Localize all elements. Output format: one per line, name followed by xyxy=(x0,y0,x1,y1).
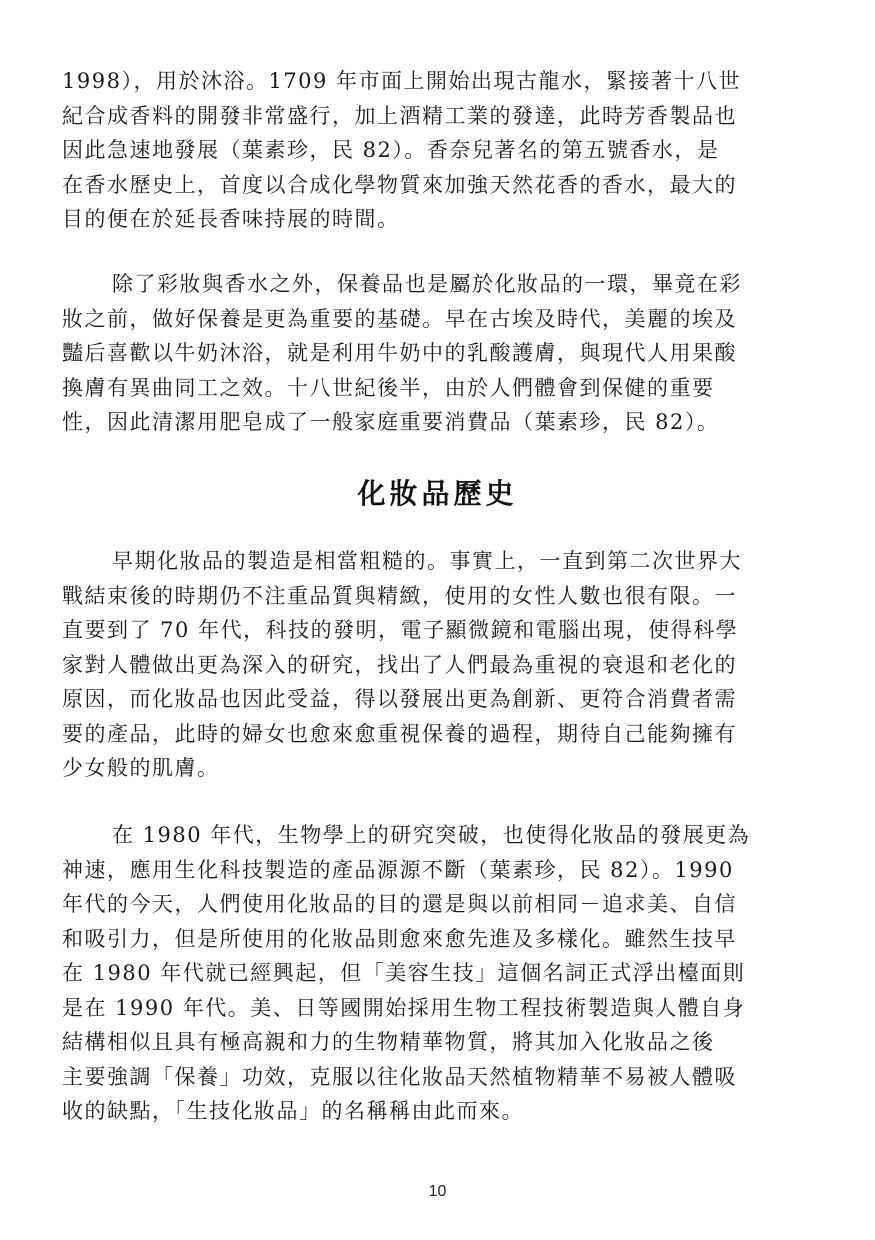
paragraph-early-cosmetics xyxy=(62,544,812,786)
text-line: 收的缺點，「生技化妝品」的名稱稱由此而來。 xyxy=(62,1099,524,1123)
text-line: 紀合成香料的開發非常盛行，加上酒精工業的發達，此時芳香製品也 xyxy=(62,103,737,128)
text-line: 家對人體做出更為深入的研究，找出了人們最為重視的衰退和老化的 xyxy=(62,652,737,677)
text-line: 神速，應用生化科技製造的產品源源不斷（葉素珍，民 82）。1990 xyxy=(62,857,734,882)
text-line: 結構相似且具有極高親和力的生物精華物質，將其加入化妝品之後 xyxy=(62,1030,715,1054)
text-line: 少女般的肌膚。 xyxy=(62,756,220,780)
text-line: 豔后喜歡以牛奶沐浴，就是利用牛奶中的乳酸護膚，與現代人用果酸 xyxy=(62,341,737,365)
text-line: 妝之前，做好保養是更為重要的基礎。早在古埃及時代，美麗的埃及 xyxy=(62,306,737,331)
text-line: 換膚有異曲同工之效。十八世紀後半，由於人們體會到保健的重要 xyxy=(62,375,715,400)
text-line: 年代的今天，人們使用化妝品的目的還是與以前相同－追求美、自信 xyxy=(62,892,737,916)
paragraph-fragrance-history xyxy=(62,64,812,237)
text-line: 戰結束後的時期仍不注重品質與精緻，使用的女性人數也很有限。一 xyxy=(62,583,737,608)
text-line: 1998），用於沐浴。1709 年市面上開始出現古龍水，緊接著十八世 xyxy=(62,69,742,93)
text-line: 目的便在於延長香味持展的時間。 xyxy=(62,207,400,231)
text-line: 在 1980 年代就已經興起，但「美容生技」這個名詞正式浮出檯面則 xyxy=(62,961,746,985)
text-line: 主要強調「保養」功效，克服以往化妝品天然植物精華不易被人體吸 xyxy=(62,1064,737,1089)
text-line: 因此急速地發展（葉素珍，民 82）。香奈兒著名的第五號香水，是 xyxy=(62,138,720,162)
text-line: 要的產品，此時的婦女也愈來愈重視保養的過程，期待自己能夠擁有 xyxy=(62,721,737,746)
text-line: 性，因此清潔用肥皂成了一般家庭重要消費品（葉素珍，民 82）。 xyxy=(62,410,720,434)
text-line: 除了彩妝與香水之外，保養品也是屬於化妝品的一環，畢竟在彩 xyxy=(112,272,742,296)
text-line: 和吸引力，但是所使用的化妝品則愈來愈先進及多樣化。雖然生技早 xyxy=(62,926,737,951)
section-heading: 化妝品歷史 xyxy=(357,477,518,510)
page-number: 10 xyxy=(428,1183,447,1200)
text-line: 原因，而化妝品也因此受益，得以發展出更為創新、更符合消費者需 xyxy=(62,687,737,711)
text-line: 早期化妝品的製造是相當粗糙的。事實上，一直到第二次世界大 xyxy=(112,549,742,573)
text-line: 是在 1990 年代。美、日等國開始採用生物工程技術製造與人體自身 xyxy=(62,995,746,1020)
text-line: 直要到了 70 年代，科技的發明，電子顯微鏡和電腦出現，使得科學 xyxy=(62,618,739,642)
text-line: 在香水歷史上，首度以合成化學物質來加強天然花香的香水，最大的 xyxy=(62,172,737,197)
paragraph-biotech-cosmetics xyxy=(62,818,812,1129)
paragraph-skincare xyxy=(62,267,812,440)
text-line: 在 1980 年代，生物學上的研究突破，也使得化妝品的發展更為 xyxy=(112,823,751,847)
